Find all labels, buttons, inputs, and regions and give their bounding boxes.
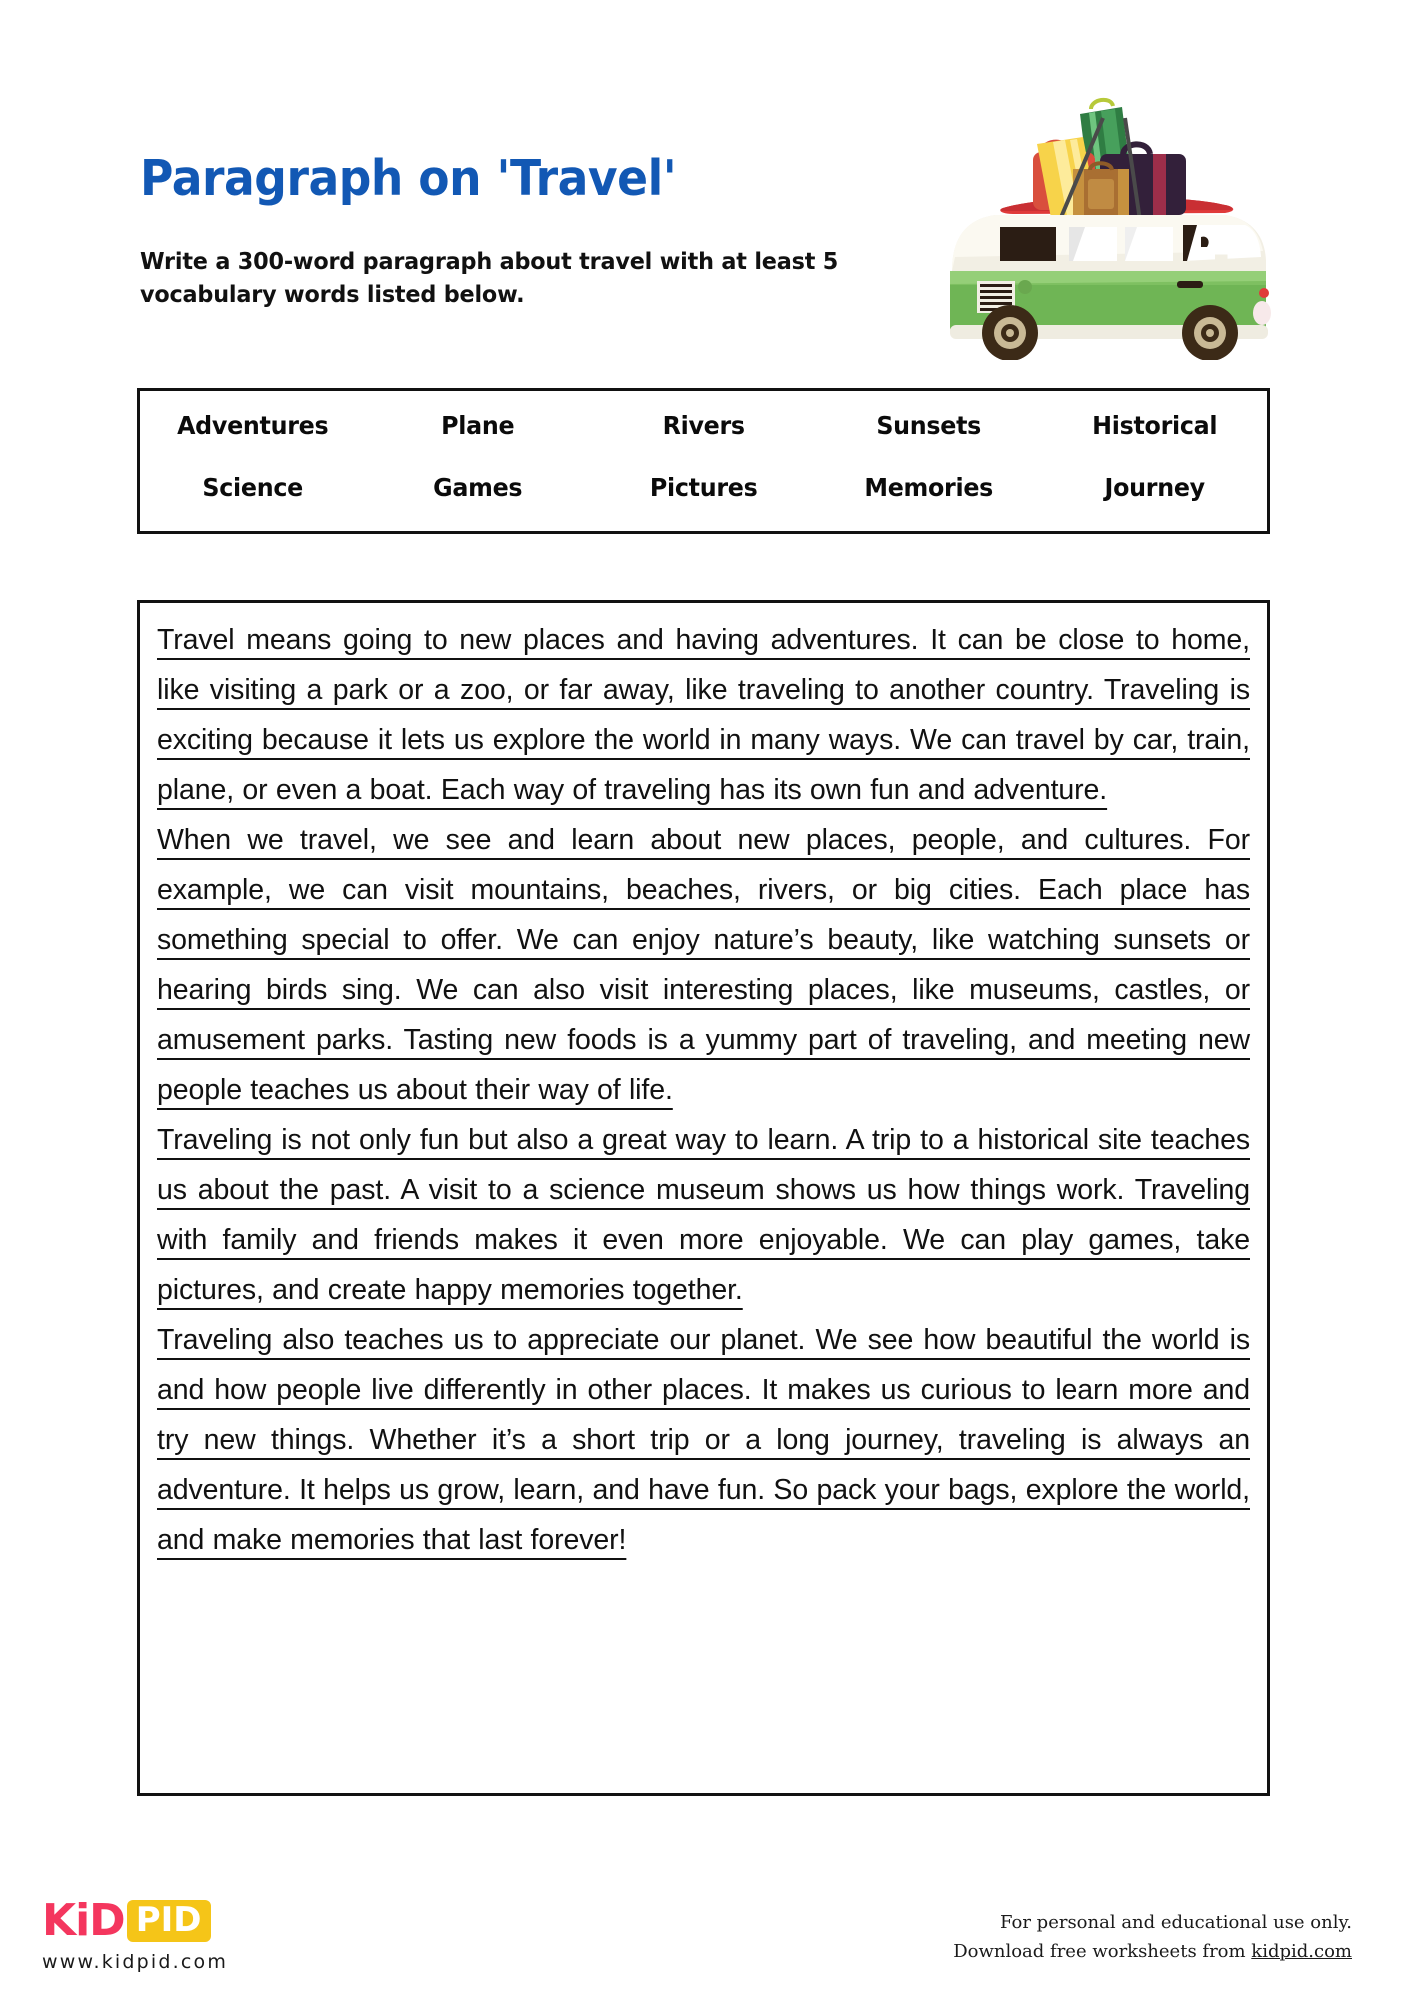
footer-notice (953, 1908, 1352, 1966)
essay-paragraph: Traveling is not only fun but also a great way to learn. A trip to a historical site teaches us about the past. A visit to a science museum shows us how things work. Traveling with family and friends makes it even more enjoyable. We can play games, take pictures, and create happy memories together. (157, 1124, 1250, 1306)
worksheet-header (0, 0, 1414, 380)
vocab-word: Journey (1104, 473, 1205, 502)
logo-mark (42, 1895, 211, 1946)
worksheet-footer (0, 1870, 1414, 2000)
vocab-word: Plane (441, 411, 515, 440)
van-door-handle (1177, 281, 1203, 288)
essay-paragraph: Travel means going to new places and having adventures. It can be close to home, like visiting a park or a zoo, or far away, like traveling to another country. Traveling is exciting because it lets us explore the world in many ways. We can travel by car, train, plane, or even a boat. Each way of traveling has its own fun and adventure. (157, 624, 1250, 806)
vocab-word: Science (202, 473, 303, 502)
van-headlight (1253, 301, 1271, 325)
instructions-text: Write a 300-word paragraph about travel with at least 5 vocabulary words listed below. (140, 247, 839, 309)
page-title: Paragraph on 'Travel' (140, 150, 677, 207)
van-marker-light (1259, 288, 1269, 298)
vocabulary-row-1 (140, 411, 1267, 440)
kidpid-logo[interactable] (42, 1895, 229, 1973)
van-fuel-cap (1018, 280, 1032, 294)
footer-notice-prefix: Download free worksheets from (953, 1941, 1252, 1963)
vocabulary-row-2 (140, 473, 1267, 502)
vocabulary-word-bank (137, 388, 1270, 534)
van-wheel-front (982, 305, 1038, 360)
essay-text (157, 615, 1250, 1565)
logo-pid-text: PID (127, 1900, 211, 1942)
vocab-word: Rivers (662, 411, 745, 440)
essay-paragraph: When we travel, we see and learn about new places, people, and cultures. For example, we can visit mountains, beaches, rivers, or big cities. Each place has something special to offer. We can enjoy nature’s beauty, like watching sunsets or hearing birds sing. We can also visit interesting places, like museums, castles, or amusement parks. Tasting new foods is a yummy part of traveling, and meeting new people teaches us about their way of life. (157, 824, 1250, 1106)
vocab-word: Adventures (177, 411, 329, 440)
vocab-word: Sunsets (876, 411, 982, 440)
vocab-word: Memories (864, 473, 994, 502)
logo-kid-text: KiD (42, 1895, 125, 1946)
kidpid-link[interactable]: kidpid.com (1251, 1941, 1352, 1963)
van-wheel-rear (1182, 305, 1238, 360)
footer-notice-line1: For personal and educational use only. (1000, 1912, 1352, 1933)
camper-van-illustration (925, 85, 1295, 360)
vocab-word: Historical (1091, 411, 1217, 440)
footer-notice-line2 (953, 1937, 1352, 1966)
essay-paragraph: Traveling also teaches us to appreciate our planet. We see how beautiful the world is and how people live differently in other places. It makes us curious to learn more and try new things. Whether it’s a short trip or a long journey, traveling is always an adventure. It helps us grow, learn, and have fun. So pack your bags, explore the world, and make memories that last forever! (157, 1324, 1250, 1556)
vocab-word: Games (433, 473, 523, 502)
essay-answer-box[interactable] (137, 600, 1270, 1796)
logo-url-text: www.kidpid.com (42, 1951, 229, 1973)
van-window-1 (1000, 227, 1056, 261)
vocab-word: Pictures (649, 473, 758, 502)
